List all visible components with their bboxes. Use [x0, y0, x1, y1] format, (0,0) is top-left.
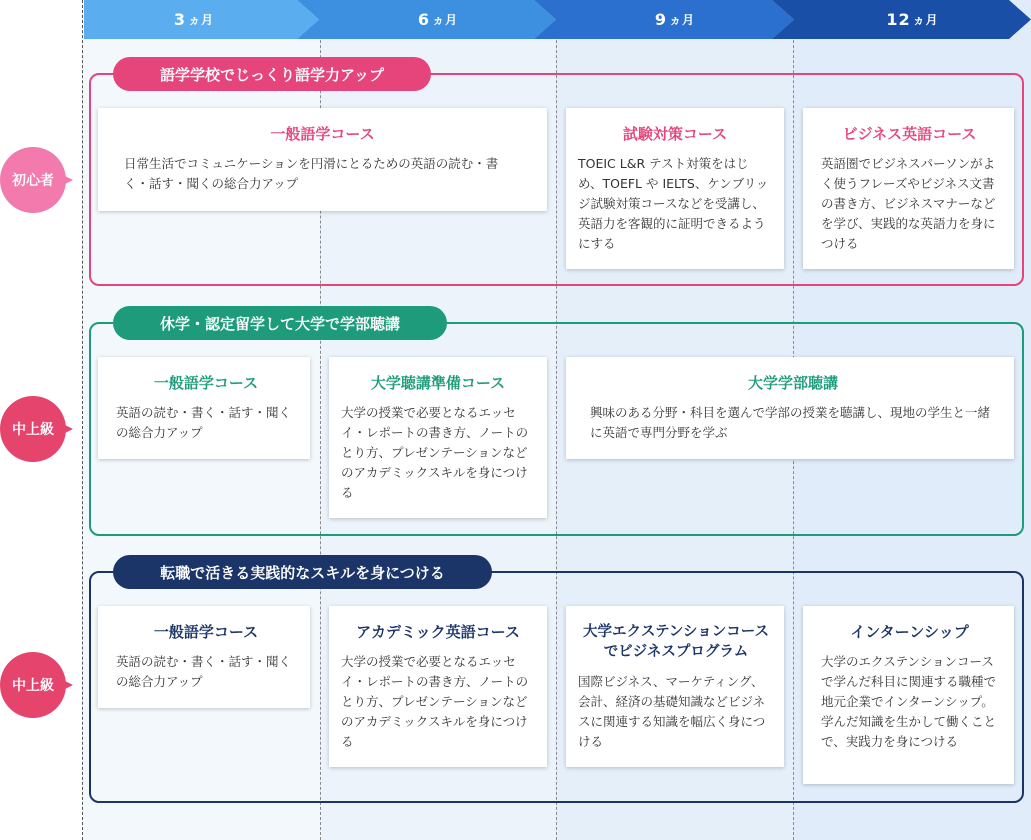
course-title: 一般語学コース	[153, 374, 259, 392]
course-card	[803, 108, 1014, 269]
group-title: 休学・認定留学して大学で学部聴講	[113, 306, 447, 340]
course-card	[329, 357, 547, 518]
timeline-unit: ヵ月	[432, 13, 459, 27]
level-arrow-icon	[65, 681, 73, 689]
course-description: 日常生活でコミュニケーションを円滑にとるための英語の読む・書く・話す・聞くの総合力アップ	[124, 156, 499, 191]
timeline-num: 3	[173, 10, 187, 29]
course-title: ビジネス英語コース	[842, 125, 977, 143]
course-title: アカデミック英語コース	[356, 623, 520, 641]
course-title: インターンシップ	[850, 623, 969, 641]
course-title: 一般語学コース	[153, 623, 259, 641]
timeline-num: 6	[417, 10, 431, 29]
course-description: 大学の授業で必要となるエッセイ・レポートの書き方、ノートのとり方、プレゼンテーションなどのアカデミックスキルを身につける	[341, 405, 529, 500]
timeline-num: 12	[886, 10, 911, 29]
course-description: 英語圏でビジネスパーソンがよく使うフレーズやビジネス文書の書き方、ビジネスマナーなどを学び、実践的な英語力を身につける	[821, 156, 996, 251]
level-arrow-icon	[65, 425, 73, 433]
course-card	[98, 606, 310, 708]
course-description: 大学の授業で必要となるエッセイ・レポートの書き方、ノートのとり方、プレゼンテーションなどのアカデミックスキルを身につける	[341, 654, 529, 749]
course-description: 国際ビジネス、マーケティング、会計、経済の基礎知識などビジネスに関連する知識を幅広く身につける	[578, 674, 766, 749]
level-badge-beginner	[0, 147, 66, 213]
course-card	[329, 606, 547, 767]
timeline-unit: ヵ月	[912, 13, 939, 27]
timeline-start-line	[82, 0, 83, 840]
timeline-label-9	[556, 0, 794, 39]
level-arrow-icon	[65, 176, 73, 184]
course-card	[566, 108, 784, 269]
course-title: 一般語学コース	[270, 125, 375, 143]
course-title: 試験対策コース	[622, 125, 728, 143]
timeline-label-12	[794, 0, 1031, 39]
timeline-num: 9	[654, 10, 668, 29]
level-badge-intermediate	[0, 396, 66, 462]
group-title: 転職で活きる実践的なスキルを身につける	[113, 555, 492, 589]
course-title: 大学学部聴講	[747, 374, 838, 392]
level-label: 中上級	[12, 678, 54, 694]
group-title: 語学学校でじっくり語学力アップ	[113, 57, 431, 91]
level-badge-intermediate	[0, 652, 66, 718]
course-description: 英語の読む・書く・話す・聞くの総合力アップ	[116, 654, 292, 689]
course-description: 英語の読む・書く・話す・聞くの総合力アップ	[116, 405, 292, 440]
timeline-label-6	[320, 0, 556, 39]
course-description: 大学のエクステンションコースで学んだ科目に関連する職種で地元企業でインターンシップ。学んだ知識を生かして働くことで、実践力を身につける	[821, 654, 997, 749]
course-card	[98, 357, 310, 459]
timeline-unit: ヵ月	[669, 13, 696, 27]
course-card	[803, 606, 1014, 784]
course-title: 大学エクステンションコースでビジネスプログラム	[583, 624, 769, 660]
course-title: 大学聴講準備コース	[370, 374, 506, 392]
timeline-unit: ヵ月	[188, 13, 215, 27]
course-description: TOEIC L&R テスト対策をはじめ、TOEFL や IELTS、ケンブリッジ試験対策コースなどを受講し、英語力を客観的に証明できるようにする	[578, 156, 769, 251]
course-description: 興味のある分野・科目を選んで学部の授業を聴講し、現地の学生と一緒に英語で専門分野を学ぶ	[590, 405, 991, 440]
course-card	[98, 108, 547, 211]
level-label: 初心者	[12, 173, 54, 189]
course-card	[566, 606, 784, 767]
level-label: 中上級	[12, 422, 54, 438]
timeline-label-3	[84, 0, 304, 39]
course-card	[566, 357, 1014, 459]
